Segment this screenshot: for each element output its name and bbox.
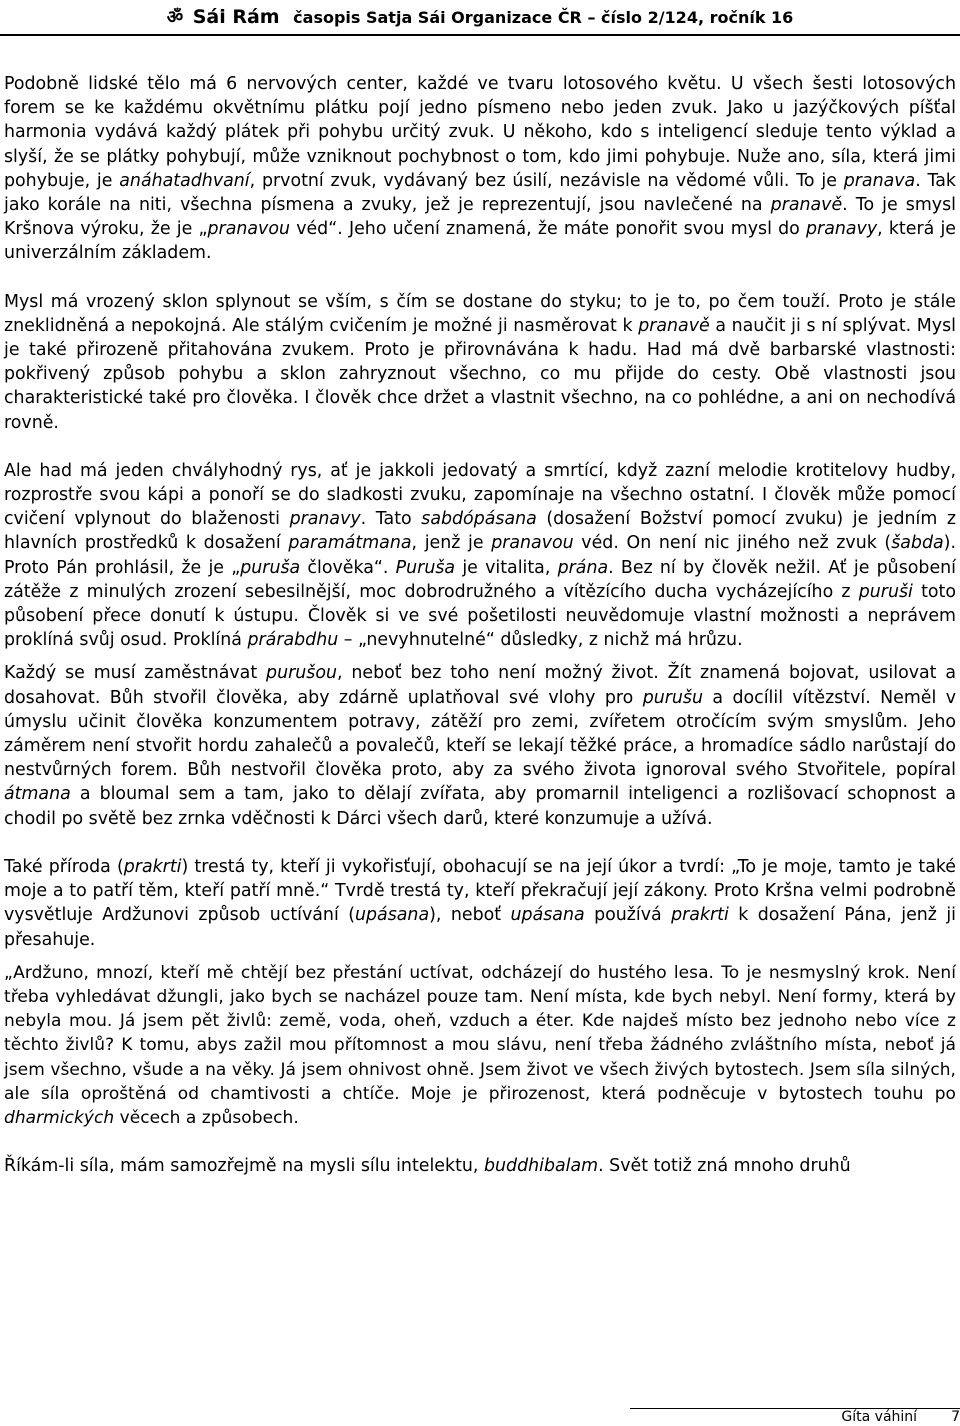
magazine-subtitle: časopis Satja Sái Organizace ČR [293, 8, 582, 27]
italic-term: puruši [858, 581, 913, 602]
italic-term: pranavě [770, 195, 843, 216]
italic-term: anáhatadhvaní [119, 170, 250, 191]
text-run: ). Proto Pán prohlásil, že je „ [4, 533, 956, 578]
italic-term: buddhibalam [483, 1156, 599, 1177]
text-run: , jenž je [411, 533, 492, 554]
paragraph [4, 661, 956, 830]
text-run: . Tato [360, 509, 422, 530]
text-run: k dosažení Pána, jenž ji přesahuje. [4, 905, 957, 950]
text-run: Ale had má jeden chvályhodný rys, ať je jakkoli jedovatý a smrtící, když zazní melodie krotitelovy hudby, rozprostře svou kápi a ponoří se do sladkosti zvuku, zapomínaje na všechno ostatní. I člověk může pomocí cvičení vplynout do blaženosti [4, 460, 956, 530]
italic-term: átmana [4, 784, 71, 805]
paragraph [4, 290, 956, 435]
magazine-brand: Sái Rám [192, 6, 280, 28]
header-separator: – [587, 8, 596, 27]
text-run: véd. On není nic jiného než zvuk ( [573, 533, 892, 554]
text-run: , která je univerzálním základem. [4, 219, 956, 264]
italic-term: pranava [843, 170, 916, 191]
text-run: . Bez ní by člověk nežil. Ať je působení zátěže z minulých zrození sebesilnější, moc dobrodružného a vítězícího ducha vycházejícího z [4, 557, 956, 602]
italic-term: pranavy [806, 219, 878, 240]
text-run: ), neboť [429, 905, 511, 926]
issue-number: číslo 2/124, ročník 16 [601, 8, 794, 27]
paragraph [4, 1154, 956, 1178]
text-run: „Ardžuno, mnozí, kteří mě chtějí bez přestání uctívat, odcházejí do hustého lesa. To je nesmyslný krok. Není třeba vyhledávat džungli, jako bych se nacházel pouze tam. Není místa, kde bych nebyl. Není formy, která by nebyla mou. Já jsem pět živlů: země, voda, oheň, vzduch a éter. Kde najdeš místo bez jednoho nebo více z těchto živlů? K tomu, abys zažil mou přítomnost a mou slávu, není třeba žádného zvláštního místa, neboť já jsem všechno, všude a na věky. Já jsem ohnivost ohně. Jsem život ve všech živých bytostech. Jsem síla silných, ale síla oproštěná od chamtivosti a chtíče. Moje je přirozenost, která podněcuje v bytostech touhu po [4, 962, 956, 1104]
italic-term: prakrti [671, 905, 729, 926]
text-run: (dosažení Božství pomocí zvuku) je jedním z hlavních prostředků k dosažení [4, 509, 956, 554]
page-number: 7 [951, 1409, 960, 1425]
italic-term: upásana [355, 905, 430, 926]
italic-term: purušou [266, 663, 337, 684]
italic-term: purušu [642, 687, 704, 708]
italic-term: pranavou [207, 219, 290, 240]
text-run: , neboť bez toho není možný život. Žít znamená bojovat, usilovat a dosahovat. Bůh stvořil člověka, aby zdárně uplatňoval své vlohy pro [4, 663, 956, 708]
header-rule [0, 34, 960, 36]
text-run: je vitalita, [455, 557, 558, 578]
text-run: a docílil vítězství. Neměl v úmyslu učinit člověka konzumentem potravy, zátěží pro zemi, zvířetem otročícím svým smyslům. Jeho záměrem není stvořit hordu zahalečů a povalečů, kteří se lekají těžké práce, a hromadíce sádlo narůstají do nestvůrných forem. Bůh nestvořil člověka proto, aby za svého života ignoroval svého Stvořitele, popíral [4, 687, 957, 781]
text-run: , prvotní zvuk, vydávaný bez úsilí, nezávisle na vědomé vůli. To je [249, 170, 844, 191]
text-run: toto působení přece donutí k ústupu. Člověk si ve své pošetilosti neuvědomuje vlastní možnosti a neprávem proklíná svůj osud. Proklíná [4, 581, 956, 651]
text-run: ) trestá ty, kteří ji vykořisťují, obohacují se na její úkor a tvrdí: „To je moje, tamto je také moje a to patří těm, kteří patří mně.“ Tvrdě trestá ty, kteří překračují její zákony. Proto Kršna velmi podrobně vysvětluje Ardžunovi způsob uctívání ( [4, 856, 956, 926]
paragraph [4, 855, 956, 952]
text-run: a naučit ji s ní splývat. Mysl je také přirozeně přitahována zvukem. Proto je přirovnávána k hadu. Had má dvě barbarské vlastnosti: pokřivený způsob pohybu a sklon zahryznout všechno, co mu přijde do cesty. Obě vlastnosti jsou charakteristické také pro člověka. I člověk chce držet a vlastnit všechno, na co pohlédne, a ani on nechodívá rovně. [4, 315, 956, 433]
italic-term: prárabdhu [247, 630, 339, 651]
text-run: a bloumal sem a tam, jako to dělají zvířata, aby promarnil inteligenci a rozlišovací schopnost a chodil po světě bez zrnka vděčnosti k Dárci všech darů, které konzumuje a užívá. [4, 784, 956, 829]
text-run: . Svět totiž zná mnoho druhů [598, 1156, 851, 1177]
text-run: Mysl má vrozený sklon splynout se vším, s čím se dostane do styku; to je to, po čem touží. Proto je stále zneklidněná a nepokojná. Ale stálým cvičením je možné ji nasměrovat k [4, 291, 956, 336]
text-run: věcech a způsobech. [114, 1107, 299, 1128]
italic-term: šabda [891, 533, 944, 554]
italic-term: pranavou [491, 533, 574, 554]
text-run: . Tak jako korále na niti, všechna písmena a zvuky, jež je reprezentují, jsou navlečené na [4, 170, 957, 216]
article-body [4, 72, 956, 1178]
om-icon: ॐ [166, 7, 184, 28]
paragraph [4, 72, 956, 266]
paragraph [4, 459, 956, 653]
paragraph [4, 961, 956, 1130]
footer-title: Gíta váhiní [841, 1409, 918, 1425]
italic-term: prána [557, 557, 609, 578]
italic-term: Puruša [395, 557, 456, 578]
italic-term: sabdópásana [421, 509, 537, 530]
italic-term: prakrti [123, 856, 182, 877]
italic-term: pranavy [289, 509, 361, 530]
text-run: – „nevyhnutelné“ důsledky, z nichž má hrůzu. [338, 630, 743, 651]
text-run: véd“. Jeho učení znamená, že máte ponořit svou mysl do [289, 219, 807, 240]
italic-term: paramátmana [288, 533, 412, 554]
text-run: . To je smysl Kršnova výroku, že je „ [4, 195, 956, 240]
text-run: člověka“. [300, 557, 396, 578]
italic-term: dharmických [4, 1107, 115, 1128]
italic-term: pranavě [638, 315, 710, 336]
page-header [0, 0, 960, 34]
text-run: Také příroda ( [4, 856, 124, 877]
text-run: Každý se musí zaměstnávat [4, 663, 267, 684]
text-run: Říkám-li síla, mám samozřejmě na mysli sílu intelektu, [4, 1156, 484, 1177]
italic-term: upásana [510, 905, 585, 926]
page-footer [841, 1408, 960, 1426]
text-run: používá [584, 905, 672, 926]
text-run: Podobně lidské tělo má 6 nervových center, každé ve tvaru lotosového květu. U všech šesti lotosových forem se ke každému okvětnímu plátku pojí jedno písmeno nebo jeden zvuk. Jako u jazýčkových píšťal harmonia vydává každý plátek při pohybu určitý zvuk. U někoho, kdo s inteligencí sleduje tento výklad a slyší, že se plátky pohybují, může vzniknout pochybnost o tom, kdo jimi pohybuje. Nuže ano, síla, která jimi pohybuje, je [4, 74, 956, 191]
italic-term: puruša [240, 557, 301, 578]
